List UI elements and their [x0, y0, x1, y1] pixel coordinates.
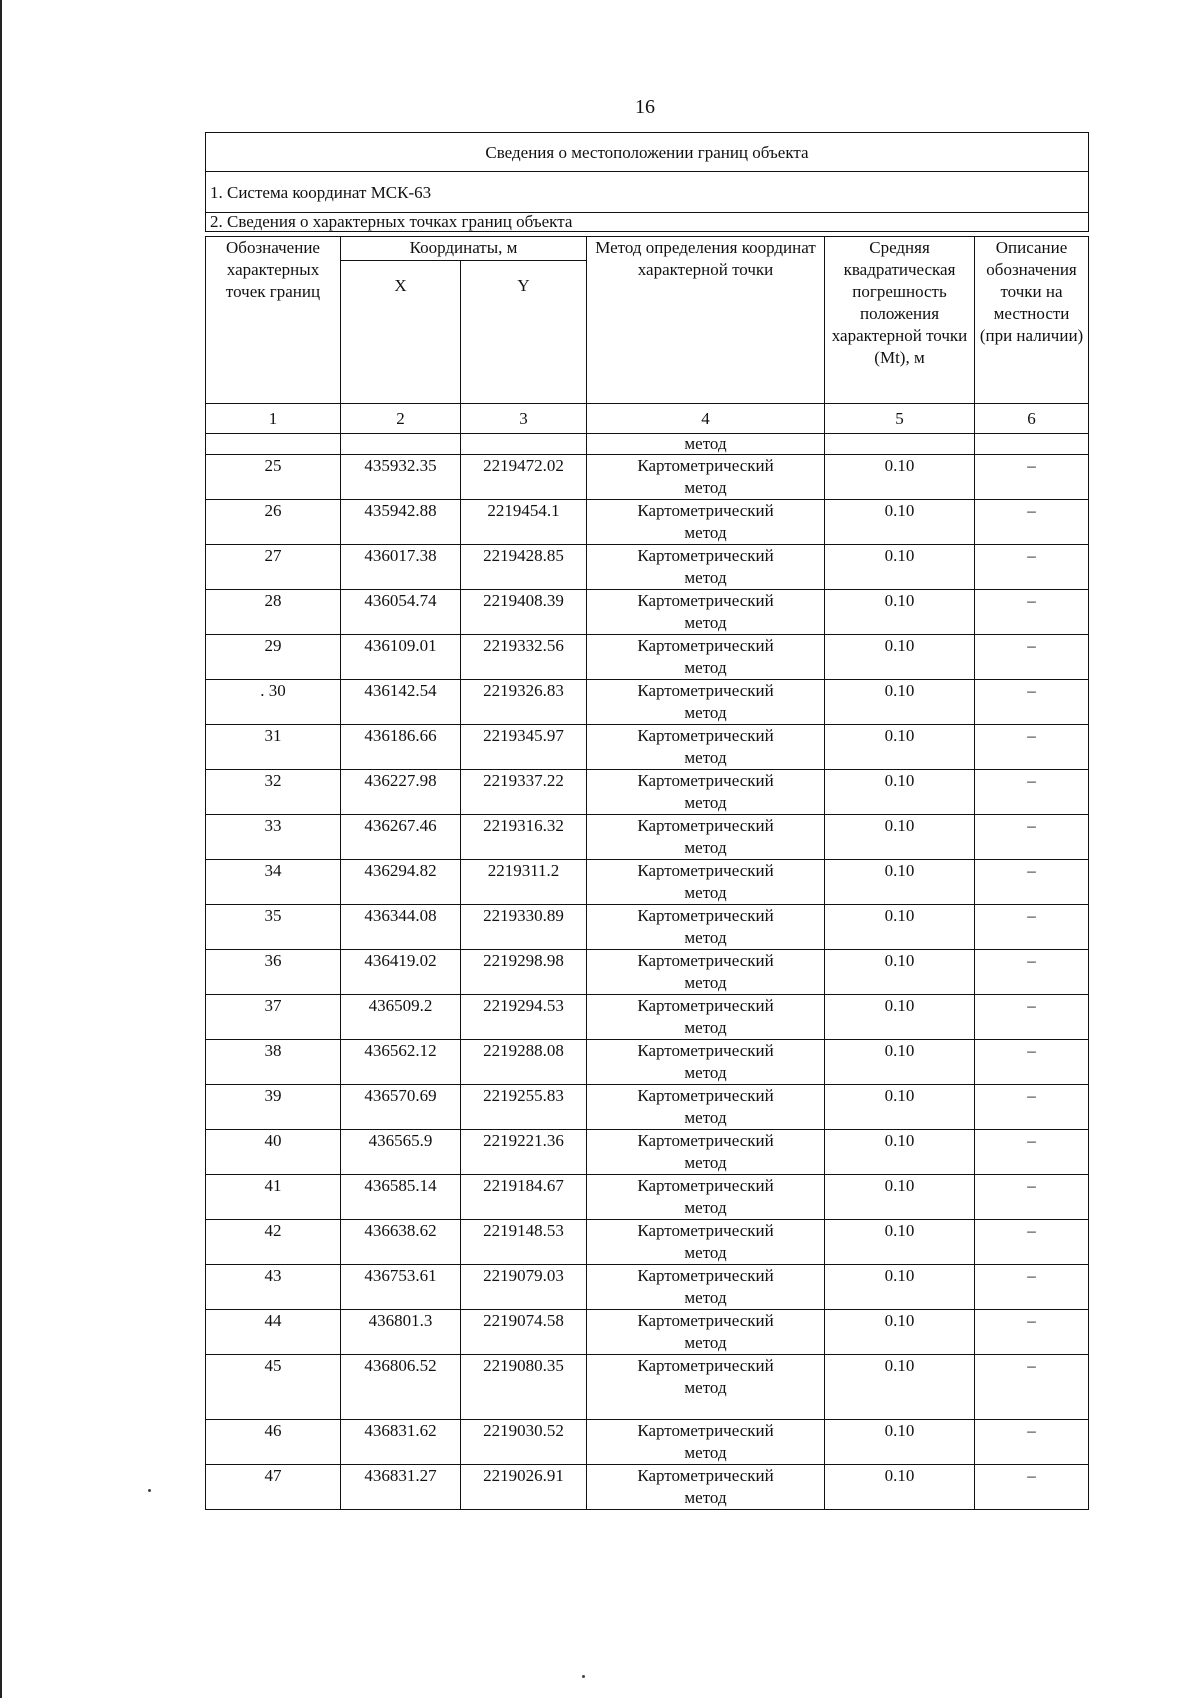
method-line1: Картометрический: [637, 1356, 774, 1375]
point-id: 46: [206, 1420, 341, 1465]
point-id: 38: [206, 1040, 341, 1085]
table-row: [206, 725, 1089, 770]
mean-error: 0.10: [825, 950, 975, 995]
x-coordinate: 436054.74: [341, 590, 461, 635]
table-row: [206, 1310, 1089, 1355]
point-description: –: [975, 1420, 1089, 1465]
mean-error: 0.10: [825, 1310, 975, 1355]
method-line2: метод: [684, 1288, 727, 1307]
x-coordinate: 436109.01: [341, 635, 461, 680]
method-line2: метод: [684, 1198, 727, 1217]
point-id: 32: [206, 770, 341, 815]
boundary-points-table: [205, 236, 1089, 1510]
method-line2: метод: [684, 1063, 727, 1082]
point-description: –: [975, 1265, 1089, 1310]
y-coordinate: 2219221.36: [461, 1130, 587, 1175]
point-id: 34: [206, 860, 341, 905]
point-id: 47: [206, 1465, 341, 1510]
mean-error: 0.10: [825, 590, 975, 635]
method-line1: Картометрический: [637, 1041, 774, 1060]
mean-error: 0.10: [825, 1220, 975, 1265]
mean-error: 0.10: [825, 500, 975, 545]
y-coordinate: 2219428.85: [461, 545, 587, 590]
table-row: [206, 1420, 1089, 1465]
y-coordinate: 2219326.83: [461, 680, 587, 725]
point-id: 45: [206, 1355, 341, 1420]
x-coordinate: 436570.69: [341, 1085, 461, 1130]
table-row: [206, 1220, 1089, 1265]
method-line1: Картометрический: [637, 1086, 774, 1105]
mean-error: 0.10: [825, 770, 975, 815]
y-coordinate: 2219074.58: [461, 1310, 587, 1355]
y-coordinate: 2219298.98: [461, 950, 587, 995]
y-coordinate: 2219184.67: [461, 1175, 587, 1220]
point-id: 41: [206, 1175, 341, 1220]
point-description: –: [975, 1085, 1089, 1130]
table-row: [206, 1465, 1089, 1510]
x-coordinate: 436344.08: [341, 905, 461, 950]
method-line2: метод: [684, 883, 727, 902]
y-coordinate: 2219255.83: [461, 1085, 587, 1130]
method-cell: [587, 1420, 825, 1465]
method-line2: метод: [684, 1108, 727, 1127]
x-coordinate: 436419.02: [341, 950, 461, 995]
x-coordinate: 436227.98: [341, 770, 461, 815]
method-cell: [587, 905, 825, 950]
table-row: [206, 1175, 1089, 1220]
column-number: 4: [587, 404, 825, 434]
table-row: [206, 770, 1089, 815]
point-id: 35: [206, 905, 341, 950]
table-row: [206, 680, 1089, 725]
header-x: X: [341, 261, 461, 404]
table-row: [206, 590, 1089, 635]
point-description: –: [975, 635, 1089, 680]
y-coordinate: 2219030.52: [461, 1420, 587, 1465]
method-line1: Картометрический: [637, 1131, 774, 1150]
method-line1: Картометрический: [637, 1221, 774, 1240]
table-row: [206, 815, 1089, 860]
method-line1: Картометрический: [637, 636, 774, 655]
point-id: 42: [206, 1220, 341, 1265]
point-description: –: [975, 680, 1089, 725]
table-row: [206, 995, 1089, 1040]
x-coordinate: 436142.54: [341, 680, 461, 725]
column-number: 6: [975, 404, 1089, 434]
point-description: –: [975, 815, 1089, 860]
point-id: 39: [206, 1085, 341, 1130]
y-coordinate: 2219408.39: [461, 590, 587, 635]
x-coordinate: 436186.66: [341, 725, 461, 770]
table-row: [206, 545, 1089, 590]
method-line2: метод: [684, 793, 727, 812]
method-line1: Картометрический: [637, 681, 774, 700]
section-title: Сведения о местоположении границ объекта: [206, 133, 1089, 172]
point-description: –: [975, 500, 1089, 545]
mean-error: 0.10: [825, 815, 975, 860]
mean-error: 0.10: [825, 1465, 975, 1510]
mean-error: 0.10: [825, 1355, 975, 1420]
y-coordinate: 2219079.03: [461, 1265, 587, 1310]
point-description: –: [975, 1130, 1089, 1175]
table-row: [206, 455, 1089, 500]
mean-error: 0.10: [825, 545, 975, 590]
x-coordinate: 436753.61: [341, 1265, 461, 1310]
y-coordinate: 2219080.35: [461, 1355, 587, 1420]
method-line2: метод: [684, 703, 727, 722]
method-line1: Картометрический: [637, 501, 774, 520]
scan-speck: [582, 1675, 585, 1678]
mean-error: 0.10: [825, 860, 975, 905]
point-id: 29: [206, 635, 341, 680]
method-line2: метод: [684, 1488, 727, 1507]
mean-error: 0.10: [825, 680, 975, 725]
method-cell: [587, 1040, 825, 1085]
header-error: [825, 237, 975, 404]
point-id: 40: [206, 1130, 341, 1175]
x-coordinate: 436294.82: [341, 860, 461, 905]
point-description: –: [975, 1465, 1089, 1510]
x-coordinate: 435942.88: [341, 500, 461, 545]
table-row: [206, 1130, 1089, 1175]
mean-error: 0.10: [825, 455, 975, 500]
method-cell: [587, 770, 825, 815]
method-line1: Картометрический: [637, 771, 774, 790]
method-cell: [587, 500, 825, 545]
method-line1: Картометрический: [637, 726, 774, 745]
header-description: Описание обозначения точки на местности (при наличии): [975, 237, 1089, 404]
mean-error: 0.10: [825, 1420, 975, 1465]
method-line1: Картометрический: [637, 591, 774, 610]
mean-error: 0.10: [825, 1130, 975, 1175]
x-coordinate: 436831.27: [341, 1465, 461, 1510]
table-row: [206, 1265, 1089, 1310]
method-line1: Картометрический: [637, 1176, 774, 1195]
y-coordinate: 2219026.91: [461, 1465, 587, 1510]
header-method: Метод определения координат характерной точки: [587, 237, 825, 404]
section-header-table: [205, 132, 1089, 232]
method-line2: метод: [684, 523, 727, 542]
method-cell: [587, 1085, 825, 1130]
y-coordinate: 2219332.56: [461, 635, 587, 680]
method-line2: метод: [684, 1018, 727, 1037]
method-cell: [587, 1130, 825, 1175]
x-coordinate: 436585.14: [341, 1175, 461, 1220]
header-coords: Координаты, м: [341, 237, 587, 261]
method-line2: метод: [684, 748, 727, 767]
mean-error: 0.10: [825, 1265, 975, 1310]
method-cell: [587, 1220, 825, 1265]
points-section-title: 2. Сведения о характерных точках границ объекта: [206, 213, 1089, 232]
method-line1: Картометрический: [637, 816, 774, 835]
method-line1: Картометрический: [637, 861, 774, 880]
point-id: 33: [206, 815, 341, 860]
point-description: –: [975, 590, 1089, 635]
point-id: 26: [206, 500, 341, 545]
method-line1: Картометрический: [637, 951, 774, 970]
point-id: 43: [206, 1265, 341, 1310]
continued-method-text: метод: [587, 434, 825, 455]
y-coordinate: 2219345.97: [461, 725, 587, 770]
point-id: 37: [206, 995, 341, 1040]
table-row: [206, 905, 1089, 950]
point-id: . 30: [206, 680, 341, 725]
mean-error: 0.10: [825, 1040, 975, 1085]
x-coordinate: 436831.62: [341, 1420, 461, 1465]
point-id: 28: [206, 590, 341, 635]
method-line1: Картометрический: [637, 1311, 774, 1330]
scan-speck: [148, 1489, 151, 1492]
y-coordinate: 2219330.89: [461, 905, 587, 950]
point-id: 27: [206, 545, 341, 590]
method-line2: метод: [684, 928, 727, 947]
method-line1: Картометрический: [637, 456, 774, 475]
table-row: [206, 950, 1089, 995]
mean-error: 0.10: [825, 635, 975, 680]
point-description: –: [975, 455, 1089, 500]
method-line1: Картометрический: [637, 1266, 774, 1285]
y-coordinate: 2219472.02: [461, 455, 587, 500]
table-row: [206, 1085, 1089, 1130]
method-cell: [587, 1465, 825, 1510]
point-id: 36: [206, 950, 341, 995]
table-row: [206, 635, 1089, 680]
method-cell: [587, 455, 825, 500]
method-line2: метод: [684, 1443, 727, 1462]
point-description: –: [975, 950, 1089, 995]
y-coordinate: 2219454.1: [461, 500, 587, 545]
page-number: 16: [635, 96, 655, 118]
point-description: –: [975, 1310, 1089, 1355]
point-description: –: [975, 995, 1089, 1040]
method-line2: метод: [684, 1243, 727, 1262]
point-id: 31: [206, 725, 341, 770]
y-coordinate: 2219311.2: [461, 860, 587, 905]
point-description: –: [975, 545, 1089, 590]
point-description: –: [975, 1355, 1089, 1420]
method-cell: [587, 815, 825, 860]
x-coordinate: 436801.3: [341, 1310, 461, 1355]
table-row: [206, 860, 1089, 905]
coordinate-system: 1. Система координат МСК-63: [206, 172, 1089, 213]
x-coordinate: 436267.46: [341, 815, 461, 860]
x-coordinate: 436638.62: [341, 1220, 461, 1265]
point-id: 44: [206, 1310, 341, 1355]
method-cell: [587, 545, 825, 590]
x-coordinate: 436509.2: [341, 995, 461, 1040]
mean-error: 0.10: [825, 1085, 975, 1130]
method-cell: [587, 635, 825, 680]
table-row: [206, 500, 1089, 545]
mean-error: 0.10: [825, 725, 975, 770]
method-cell: [587, 1265, 825, 1310]
method-cell: [587, 860, 825, 905]
method-line2: метод: [684, 1333, 727, 1352]
method-line2: метод: [684, 1153, 727, 1172]
x-coordinate: 435932.35: [341, 455, 461, 500]
continuation-row: [206, 434, 1089, 455]
x-coordinate: 436806.52: [341, 1355, 461, 1420]
y-coordinate: 2219148.53: [461, 1220, 587, 1265]
method-cell: [587, 590, 825, 635]
point-description: –: [975, 1040, 1089, 1085]
method-line1: Картометрический: [637, 906, 774, 925]
table-row: [206, 1040, 1089, 1085]
point-description: –: [975, 725, 1089, 770]
scan-edge-line: [0, 0, 2, 1698]
point-description: –: [975, 905, 1089, 950]
column-number: 1: [206, 404, 341, 434]
method-cell: [587, 1355, 825, 1420]
method-cell: [587, 680, 825, 725]
header-point: Обозначение характерных точек границ: [206, 237, 341, 404]
method-line2: метод: [684, 568, 727, 587]
mean-error: 0.10: [825, 905, 975, 950]
header-error-text: Средняя квадратическая погрешность положения характерной точки (Mt), м: [831, 238, 968, 367]
method-line1: Картометрический: [637, 546, 774, 565]
table-row: [206, 1355, 1089, 1420]
point-id: 25: [206, 455, 341, 500]
mean-error: 0.10: [825, 1175, 975, 1220]
method-cell: [587, 1175, 825, 1220]
method-line2: метод: [684, 838, 727, 857]
y-coordinate: 2219337.22: [461, 770, 587, 815]
method-cell: [587, 1310, 825, 1355]
method-line2: метод: [684, 613, 727, 632]
method-cell: [587, 725, 825, 770]
x-coordinate: 436565.9: [341, 1130, 461, 1175]
column-numbers-row: [206, 404, 1089, 434]
point-description: –: [975, 860, 1089, 905]
column-number: 2: [341, 404, 461, 434]
column-number: 3: [461, 404, 587, 434]
point-description: –: [975, 1220, 1089, 1265]
x-coordinate: 436017.38: [341, 545, 461, 590]
method-line1: Картометрический: [637, 1466, 774, 1485]
x-coordinate: 436562.12: [341, 1040, 461, 1085]
y-coordinate: 2219294.53: [461, 995, 587, 1040]
y-coordinate: 2219288.08: [461, 1040, 587, 1085]
method-cell: [587, 995, 825, 1040]
header-y: Y: [461, 261, 587, 404]
method-line2: метод: [684, 658, 727, 677]
mean-error: 0.10: [825, 995, 975, 1040]
column-number: 5: [825, 404, 975, 434]
point-description: –: [975, 1175, 1089, 1220]
method-line2: метод: [684, 973, 727, 992]
method-line2: метод: [684, 1378, 727, 1397]
point-description: –: [975, 770, 1089, 815]
method-line2: метод: [684, 478, 727, 497]
method-line1: Картометрический: [637, 996, 774, 1015]
y-coordinate: 2219316.32: [461, 815, 587, 860]
method-line1: Картометрический: [637, 1421, 774, 1440]
method-cell: [587, 950, 825, 995]
